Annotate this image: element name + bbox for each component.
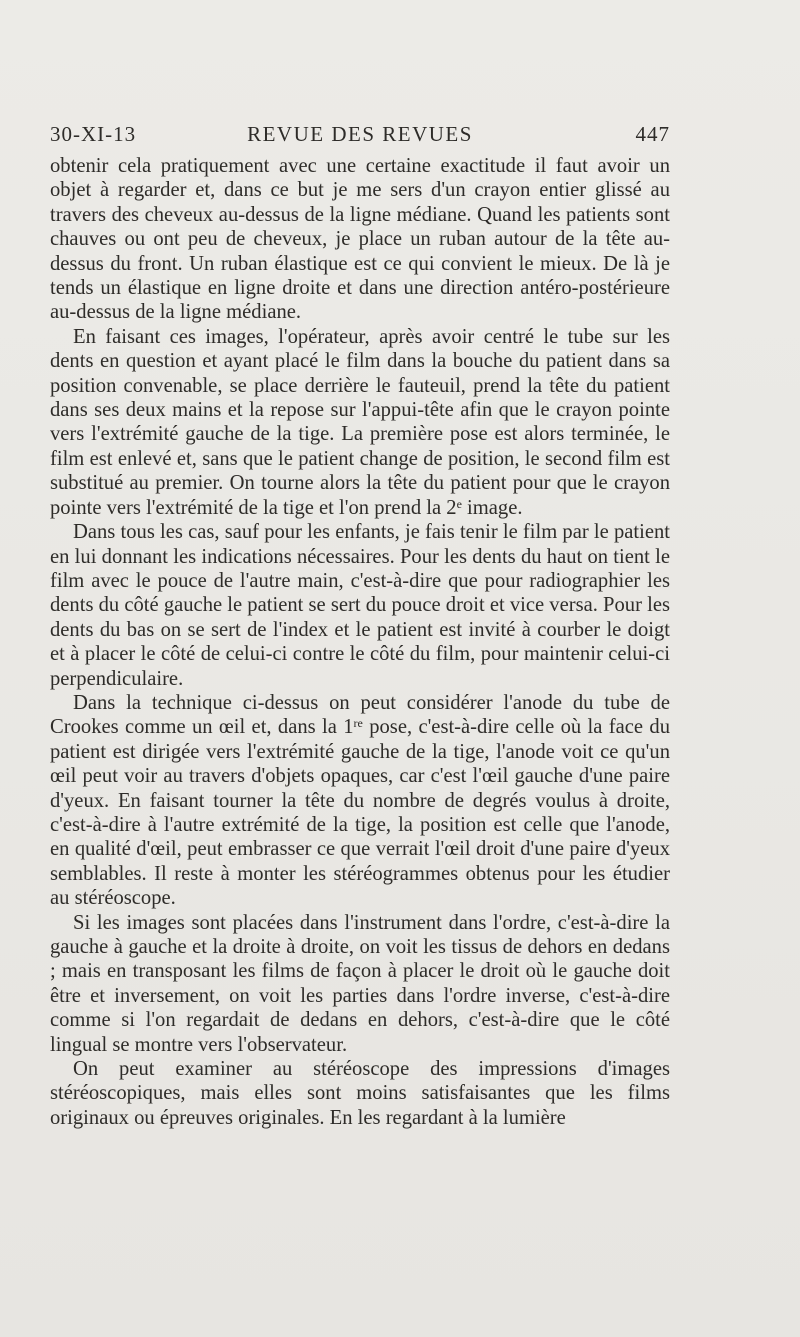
- paragraph-2: [50, 325, 670, 520]
- paragraph-4-text-end: pose, c'est-à-dire celle où la face du patient est dirigée vers l'extrémité gauche de la tige, l'anode voit ce qu'un œil peut voir au travers d'objets opaques, car c'est l'œil gauche d'une paire d'yeux. En faisant tourner la tête du nombre de degrés voulus à droite, c'est-à-dire à l'autre extrémité de la tige, la position est celle que l'anode, en qualité d'œil, peut embrasser ce que verrait l'œil droit d'une paire d'yeux semblables. Il reste à monter les stéréogrammes obtenus pour les étudier au stéréoscope.: [50, 716, 670, 910]
- paragraph-4: [50, 691, 670, 911]
- paragraph-2-text-end: image.: [461, 496, 523, 519]
- page-number: 447: [635, 122, 670, 146]
- paragraph-1: obtenir cela pratiquement avec une certaine exactitude il faut avoir un objet à regarder et, dans ce but je me sers d'un crayon entier glissé au travers des cheveux au-dessus de la ligne médiane. Quand les patients sont chauves ou ont peu de cheveux, je place un ruban autour de la tête au-dessus du front. Un ruban élastique est ce qui convient le mieux. De là je tends un élastique en ligne droite et dans une direction antéro-postérieure au-dessus de la ligne médiane.: [50, 155, 670, 324]
- paragraph-3: Dans tous les cas, sauf pour les enfants, je fais tenir le film par le patient en lui donnant les indications nécessaires. Pour les dents du haut on tient le film avec le pouce de l'autre main, c'est-à-dire que pour radiographier les dents du côté gauche le patient se sert du pouce droit et vice versa. Pour les dents du bas on se sert de l'index et le patient est invité à courber le doigt et à placer le côté de celui-ci contre le côté du film, pour maintenir celui-ci perpendiculaire.: [50, 521, 670, 690]
- paragraph-4-superscript: re: [353, 716, 363, 731]
- header-title: REVUE DES REVUES: [247, 122, 473, 146]
- running-header: [50, 122, 670, 152]
- paragraph-2-superscript: e: [456, 496, 462, 511]
- paragraph-2-text: En faisant ces images, l'opérateur, après avoir centré le tube sur les dents en question et ayant placé le film dans la bouche du patient dans sa position convenable, se place derrière le fauteuil, prend la tête du patient dans ses deux mains et la repose sur l'appui-tête afin que le crayon pointe vers l'extrémité gauche de la tige. La première pose est alors terminée, le film est enlevé et, sans que le patient change de position, le second film est substitué au premier. On tourne alors la tête du patient pour que le crayon pointe vers l'extrémité de la tige et l'on prend la 2: [50, 325, 670, 519]
- paragraph-5: Si les images sont placées dans l'instrument dans l'ordre, c'est-à-dire la gauche à gauche et la droite à droite, on voit les tissus de dehors en dedans ; mais en transposant les films de façon à placer le droit où le gauche doit être et inversement, on voit les parties dans l'ordre inverse, c'est-à-dire comme si l'on regardait de dedans en dehors, c'est-à-dire que le côté lingual se montre vers l'observateur.: [50, 911, 670, 1056]
- paragraph-6: On peut examiner au stéréoscope des impressions d'images stéréoscopiques, mais elles sont moins satisfaisantes que les films originaux ou épreuves originales. En les regardant à la lumière: [50, 1058, 670, 1129]
- article-body: [50, 154, 670, 1130]
- header-date: 30-XI-13: [50, 122, 137, 146]
- paragraph-4-text: Dans la technique ci-dessus on peut considérer l'anode du tube de Crookes comme un œil et, dans la 1: [50, 691, 670, 739]
